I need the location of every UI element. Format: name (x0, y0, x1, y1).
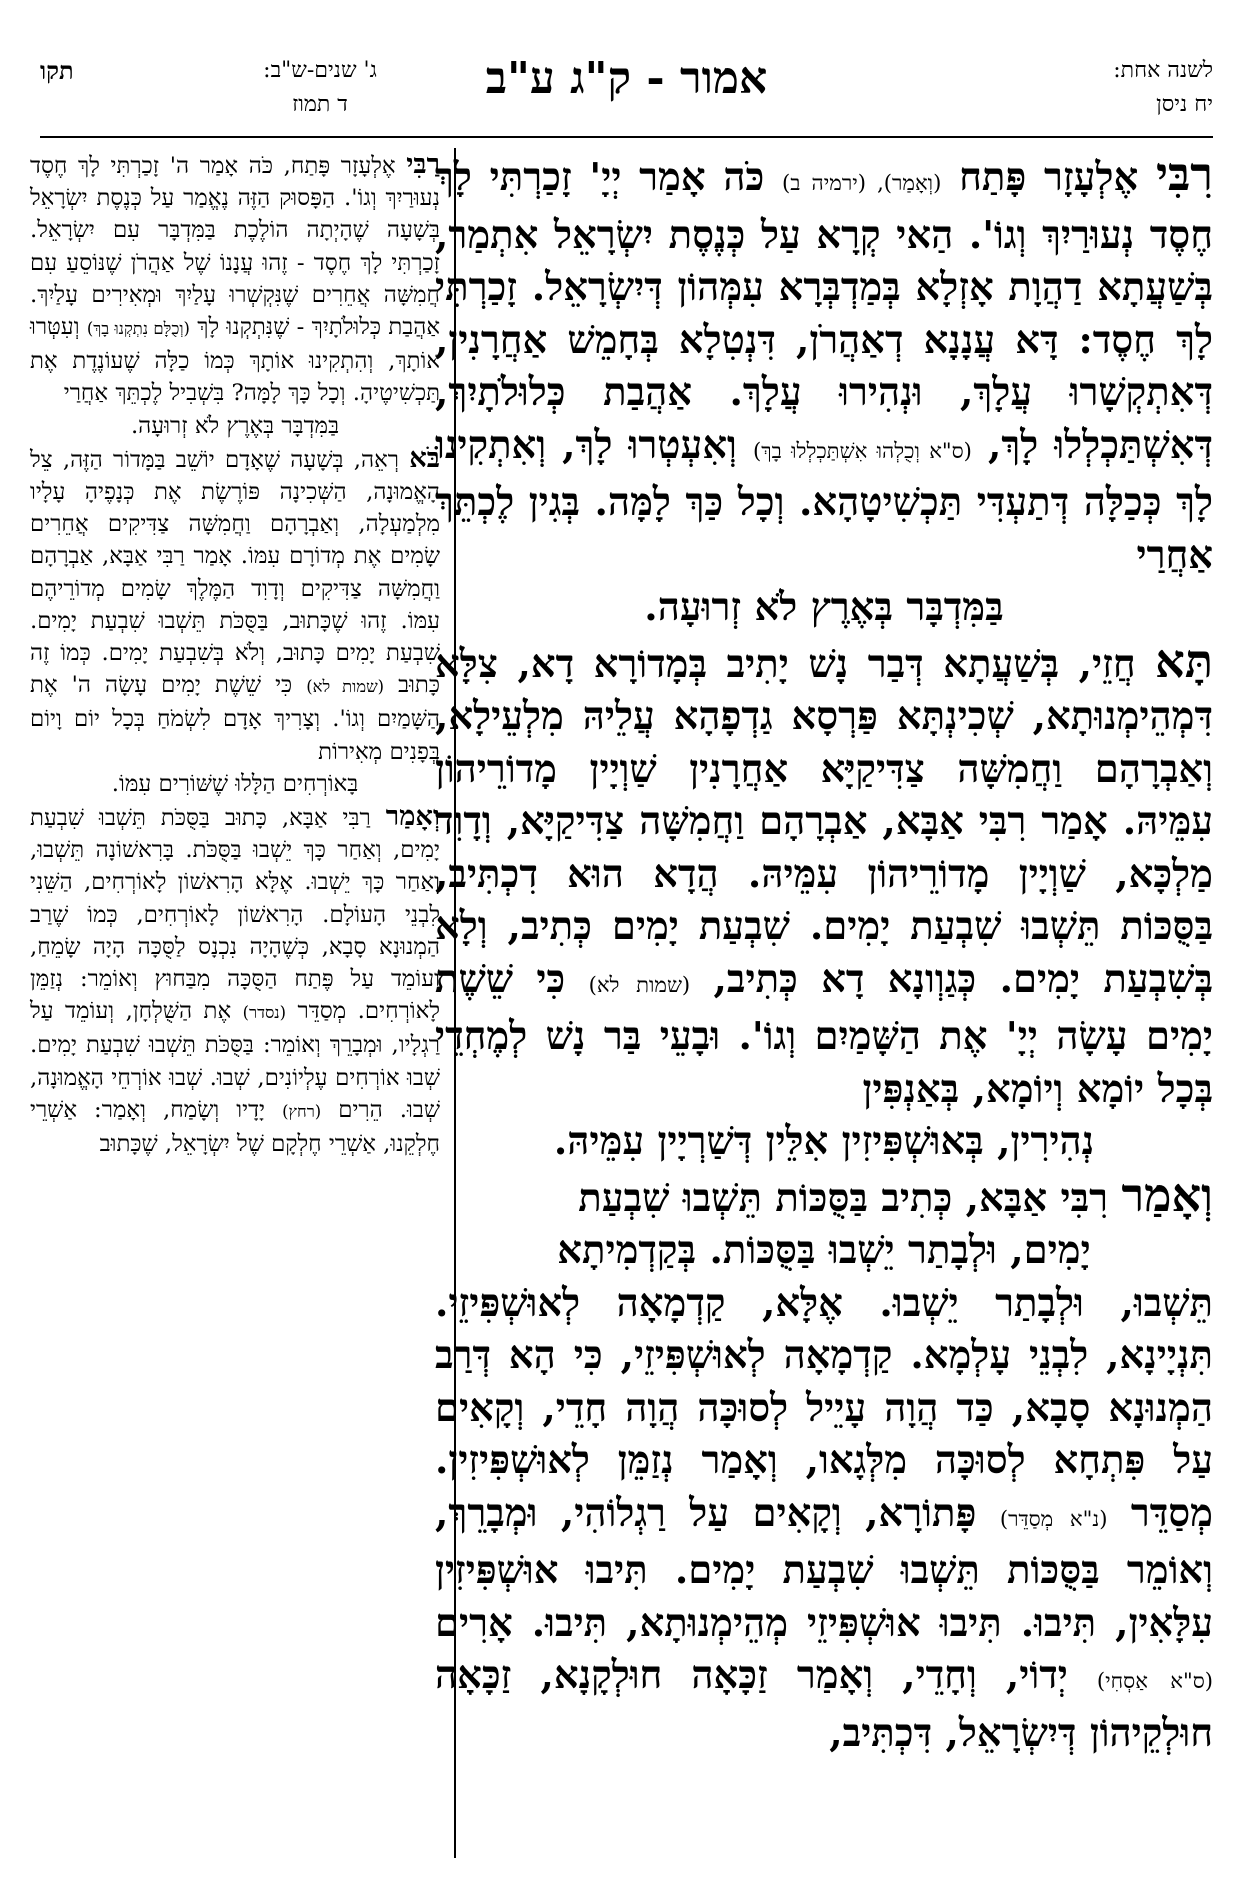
page-header (40, 54, 1213, 144)
variant-note: (נ"א מְסַדֵּר) (999, 1505, 1108, 1531)
main-paragraph (435, 1278, 1213, 1761)
main-paragraph-end: נְהִירִין, בְּאוּשְׁפִּיזִין אִלֵּין דְּשַׁרְיָין עִמֵּיהּ. (553, 1119, 1095, 1164)
main-paragraph-end: בַּמִּדְבָּר בְּאֶרֶץ לֹא זְרוּעָה. (644, 585, 1004, 630)
schedule-date: יח ניסן (1156, 92, 1213, 117)
verse-reference: (וְאָמַר), (ירמיה ב) (782, 170, 942, 195)
hebrew-translation-column (30, 148, 440, 1858)
paragraph-lead-word: רִבִּי (1155, 147, 1213, 201)
side-text: אֶת הַשֻּׁלְחָן, וְעוֹמֵד עַל רַגְלָיו, וּמְבָרֵךְ וְאוֹמֵר: בַּסֻּכֹּת תֵּשְׁבוּ שִׁבְעַת יָמִים. שְׁבוּ אוֹרְחִים עֶלְיוֹנִים, שְׁבוּ. שְׁבוּ אוֹרְחֵי הָאֱמוּנָה, שְׁבוּ. הֵרִים (30, 998, 440, 1123)
reading-schedule-three-year (190, 54, 450, 122)
side-paragraph (30, 800, 440, 1160)
main-paragraph (435, 1169, 1213, 1226)
main-text: אֶלְעָזָר פָּתַח (941, 155, 1156, 200)
side-paragraph (30, 148, 440, 410)
side-paragraph-end: בָּאוֹרְחִים הַלָּלוּ שֶׁשּׁוֹרִים עִמּוֹ. (111, 770, 359, 797)
verse-reference: (שמות לא) (588, 971, 691, 997)
paragraph-lead-word: וְאָמַר (1121, 1167, 1213, 1222)
main-text: פָּתוֹרָא, וְקָאִים עַל רַגְלוֹהִי, וּמְבָרֵךְ, וְאוֹמֵר בַּסֻּכּוֹת תֵּשְׁבוּ שִׁבְעַת יָמִים. תִּיבוּ אוּשְׁפִּיזִין עִלָּאִין, תִּיבוּ. תִּיבוּ אוּשְׁפִּיזֵי מְהֵימְנוּתָא, תִּיבוּ. אָרִים (435, 1490, 1213, 1646)
variant-note: (ס"א וְכֻלְהוּ אִשְׁתַּכְלְלוּ בָךְ) (752, 437, 972, 463)
paragraph-lead-word: וְאָמַר (385, 800, 440, 833)
column-divider (454, 148, 456, 1858)
main-text: כֹּה אָמַר יְיָ' זָכַרְתִּי לָךְ חֶסֶד נְעוּרַיִךְ וְגוֹ'. הַאי קְרָא עַל כְּנֶסֶת יִשְׂרָאֵל אִתְמַר, בְּשַׁעֲתָא דַהֲוָת אָזְלָא בְּמַדְבְּרָא עִמְּהוֹן דְּיִשְׂרָאֵל. זָכַרְתִּי לָךְ חֶסֶד: דָּא עֲנָנָא דְאַהֲרֹן, דִּנְטִלָא בְּחָמֵשׁ אַחֲרָנִין, דְּאִתְקְשָׁרוּ עֲלָךְ, וּנְהִירוּ עֲלָךְ. אַהֲבַת כְּלוּלֹתָיִךְ, דְּאִשְׁתַּכְלְלוּ לָךְ, (435, 155, 1214, 468)
side-paragraph (30, 442, 440, 768)
main-text: רִבִּי אַבָּא, כְּתִיב בַּסֻּכּוֹת תֵּשְׁבוּ שִׁבְעַת (578, 1175, 1122, 1221)
main-text: וְאִעְטְרוּ לָךְ, וְאִתְקִינוּ לָךְ כְּכַלָּה דְּתַעְדִּי תַּכְשִׁיטָהָא. וְכָל כַּךְ לָמָּה. בְּגִין לֶכְתֵּךְ אַחֲרַי (435, 422, 1213, 578)
page-number: תקו (40, 56, 74, 85)
schedule-label: לשנה אחת: (1113, 58, 1213, 83)
side-text: יָדָיו וְשָׂמַח, וְאָמַר: אַשְׁרֵי חֶלְקֵנוּ, אַשְׁרֵי חֶלְקָם שֶׁל יִשְׂרָאֵל, שֶׁכָּתוּב (30, 1096, 440, 1158)
variant-note: (וְכֻלָּם נִתְקְנוּ בָךְ) (86, 319, 190, 339)
schedule-date: ד תמוז (292, 92, 348, 117)
main-text: חֲזֵי, בְּשַׁעֲתָא דְּבַר נָשׁ יָתִיב בְּמָדוֹרָא דָא, צִלָּא דִּמְהֵימְנוּתָא, שְׁכִינְתָּא פַּרְסָא גַדְפָהָא עֲלֵיהּ מִלְעֵילָא, וְאַבְרָהָם וַחֲמִשָּׁה צַדִּיקַיָּא אַחֲרָנִין שַׁוְיָין מָדוֹרֵיהוֹן עִמֵּיהּ. אָמַר רִבִּי אַבָּא, אַבְרָהָם וַחֲמִשָּׁה צַדִּיקַיָּא, וְדָוִד מַלְכָּא, שַׁוְיָין מָדוֹרֵיהוֹן עִמֵּיהּ. הֲדָא הוּא דִכְתִּיב, בַּסֻּכּוֹת תֵּשְׁבוּ שִׁבְעַת יָמִים. שִׁבְעַת יָמִים כְּתִיב, וְלָא בְּשִׁבְעַת יָמִים. כְּגַוְונָא דָא כְּתִיב, (435, 641, 1213, 1002)
paragraph-lead-word: רַבִּי (406, 148, 440, 180)
main-text: יְדוֹי, וְחָדֵי, וְאָמַר זַכָּאָה חוּלְקָנָא, זַכָּאָה חוּלְקֵיהוֹן דְּיִשְׂרָאֵל, דִּכְתִּיב, (435, 1653, 1213, 1756)
paragraph-lead-word: תָּא (1155, 633, 1213, 688)
side-text: כִּי שֵׁשֶׁת יָמִים עָשָׂה ה' אֶת הַשָּׁמַיִם וְגוֹ'. וְצָרִיךְ אָדָם לִשְׂמֹחַ בְּכָל יוֹם וָיוֹם בְּפָנִים מְאִירוֹת (30, 672, 440, 765)
side-text: אֶלְעָזָר פָּתַח, כֹּה אָמַר ה' זָכַרְתִּי לָךְ חֶסֶד נְעוּרַיִךְ וְגוֹ'. הַפָּסוּק הַזֶּה נֶאֱמַר עַל כְּנֶסֶת יִשְׂרָאֵל בְּשָׁעָה שֶׁהָיְתָה הוֹלֶכֶת בַּמִּדְבָּר עִם יִשְׂרָאֵל. זָכַרְתִּי לָךְ חֶסֶד - זֶהוּ עֲנָנוֹ שֶׁל אַהֲרֹן שֶׁנּוֹסֵעַ עִם חֲמִשָּׁה אֲחֵרִים שֶׁנִּקְשְׁרוּ עָלַיִךְ וּמְאִירִים עָלַיִךְ. אַהֲבַת כְּלוּלֹתָיִךְ - שֶׁנִּתְקְנוּ לָךְ (30, 153, 441, 341)
variant-note: (ס"א אַסְחִי) (1096, 1668, 1213, 1693)
main-paragraph (435, 635, 1213, 1117)
side-text: רְאֵה, בְּשָׁעָה שֶׁאָדָם יוֹשֵׁב בַּמָּדוֹר הַזֶּה, צֵל הָאֱמוּנָה, הַשְּׁכִינָה פּוֹרֶשֶׂת אֶת כְּנָפֶיהָ עָלָיו מִלְמַעְלָה, וְאַבְרָהָם וַחֲמִשָּׁה צַדִּיקִים אֲחֵרִים שָׂמִים אֶת מְדוֹרָם עִמּוֹ. אָמַר רַבִּי אַבָּא, אַבְרָהָם וַחֲמִשָּׁה צַדִּיקִים וְדָוִד הַמֶּלֶךְ שָׂמִים מְדוֹרֵיהֶם עִמּוֹ. זֶהוּ שֶׁכָּתוּב, בַּסֻּכֹּת תֵּשְׁבוּ שִׁבְעַת יָמִים. שִׁבְעַת יָמִים כָּתוּב, וְלֹא בְּשִׁבְעַת יָמִים. כְּמוֹ זֶה כָּתוּב (30, 446, 440, 699)
variant-note: (רחץ) (282, 1101, 322, 1121)
main-paragraph (435, 148, 1213, 582)
schedule-label: ג' שנים-ש"ב: (263, 58, 377, 83)
main-centered-line: יָמִים, וּלְבָתַר יֵשְׁבוּ בַּסֻּכּוֹת. בְּקַדְמִיתָא (557, 1228, 1091, 1273)
aramaic-main-column (435, 148, 1213, 1858)
side-text: וְעִטְּרוּ אוֹתָךְ, וְהִתְקִינוּ אוֹתָךְ כְּמוֹ כַלָּה שֶׁעוֹנֶדֶת אֶת תַּכְשִׁיטֶיהָ. וְכָל כָּךְ לָמָּה? בִּשְׁבִיל לֶכְתֵּךְ אַחֲרַי (30, 314, 440, 407)
verse-reference: (שמות לא) (306, 677, 385, 697)
paragraph-lead-word: בֹּא (409, 441, 440, 474)
main-text: כִּי שֵׁשֶׁת יָמִים עָשָׂה יְיָ' אֶת הַשָּׁמַיִם וְגוֹ'. וּבָעֵי בַּר נָשׁ לְמֶחְדֵי בְּכָל יוֹמָא וְיוֹמָא, בְּאַנְפִּין (435, 956, 1213, 1112)
header-rule (40, 136, 1213, 138)
main-text: תֵּשְׁבוּ, וּלְבָתַר יֵשְׁבוּ. אֶלָּא, קַדְמָאָה לְאוּשְׁפִּיזֵי. תִּנְיָינָא, לִבְנֵי עָלְמָא. קַדְמָאָה לְאוּשְׁפִּיזֵי, כִּי הָא דְּרַב הַמְנוּנָא סָבָא, כַּד הֲוָה עָיֵיל לְסוּכָּה הֲוָה חָדֵי, וְקָאִים עַל פִּתְחָא לְסוּכָּה מִלְּגָאו, וְאָמַר נְזַמֵּן לְאוּשְׁפִּיזִין. מְסַדֵּר (435, 1280, 1214, 1536)
side-text: רַבִּי אַבָּא, כָּתוּב בַּסֻּכֹּת תֵּשְׁבוּ שִׁבְעַת יָמִים, וְאַחַר כָּךְ יֵשְׁבוּ בַּסֻּכֹּת. בָּרִאשׁוֹנָה תֵּשְׁבוּ, וְאַחַר כָּךְ יֵשְׁבוּ. אֶלָּא הָרִאשׁוֹן לָאוֹרְחִים, הַשֵּׁנִי לִבְנֵי הָעוֹלָם. הָרִאשׁוֹן לָאוֹרְחִים, כְּמוֹ שֶׁרַב הַמְנוּנָא סָבָא, כְּשֶׁהָיָה נִכְנָס לַסֻּכָּה הָיָה שָׂמֵחַ, וְעוֹמֵד עַל פֶּתַח הַסֻּכָּה מִבַּחוּץ וְאוֹמֵר: נְזַמֵּן לָאוֹרְחִים. מְסַדֵּר (30, 805, 440, 1025)
variant-note: (נסדר) (242, 1003, 287, 1023)
side-paragraph-end: בַּמִּדְבָּר בְּאֶרֶץ לֹא זְרוּעָה. (130, 412, 340, 439)
page-title: אמור - ק"ג ע"ב (485, 53, 768, 104)
